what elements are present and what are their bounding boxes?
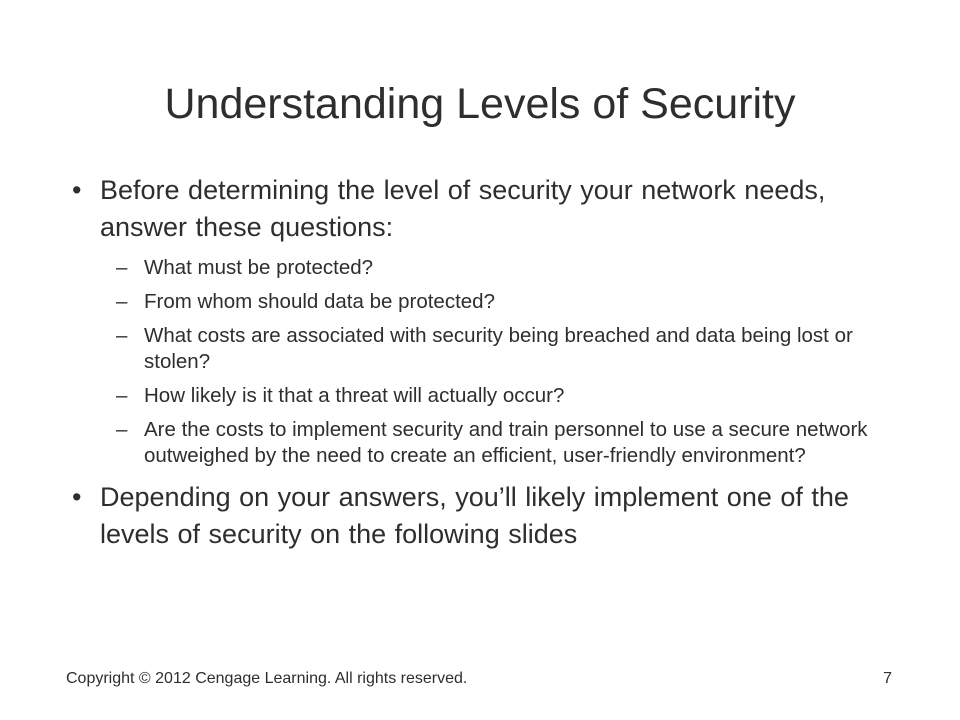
sub-item-text: Are the costs to implement security and train personnel to use a secure network outweighed by the need to create an efficient, user-friendly environment? [144, 418, 868, 467]
dash-marker: – [116, 324, 128, 347]
sub-item [72, 383, 902, 409]
copyright-footer: Copyright © 2012 Cengage Learning. All rights reserved. [66, 670, 468, 687]
sub-item-text: What must be protected? [144, 256, 374, 279]
dash-marker: – [116, 290, 128, 313]
slide-content [72, 172, 902, 553]
bullet-item [72, 172, 902, 246]
sub-item [72, 417, 902, 469]
sub-item-text: What costs are associated with security being breached and data being lost or stolen? [144, 324, 853, 373]
sub-item [72, 323, 902, 375]
bullet-marker: • [72, 482, 82, 512]
sub-item-text: How likely is it that a threat will actually occur? [144, 384, 565, 407]
dash-marker: – [116, 256, 128, 279]
sub-list [72, 255, 902, 469]
page-number: 7 [883, 670, 892, 687]
sub-item-text: From whom should data be protected? [144, 290, 495, 313]
sub-item [72, 289, 902, 315]
bullet-marker: • [72, 175, 82, 205]
sub-item [72, 255, 902, 281]
dash-marker: – [116, 418, 128, 441]
bullet-item [72, 479, 902, 553]
bullet-text: Depending on your answers, you’ll likely implement one of the levels of security on the following slides [100, 482, 849, 549]
bullet-text: Before determining the level of security your network needs, answer these questions: [100, 175, 826, 242]
dash-marker: – [116, 384, 128, 407]
slide-title: Understanding Levels of Security [164, 80, 796, 128]
